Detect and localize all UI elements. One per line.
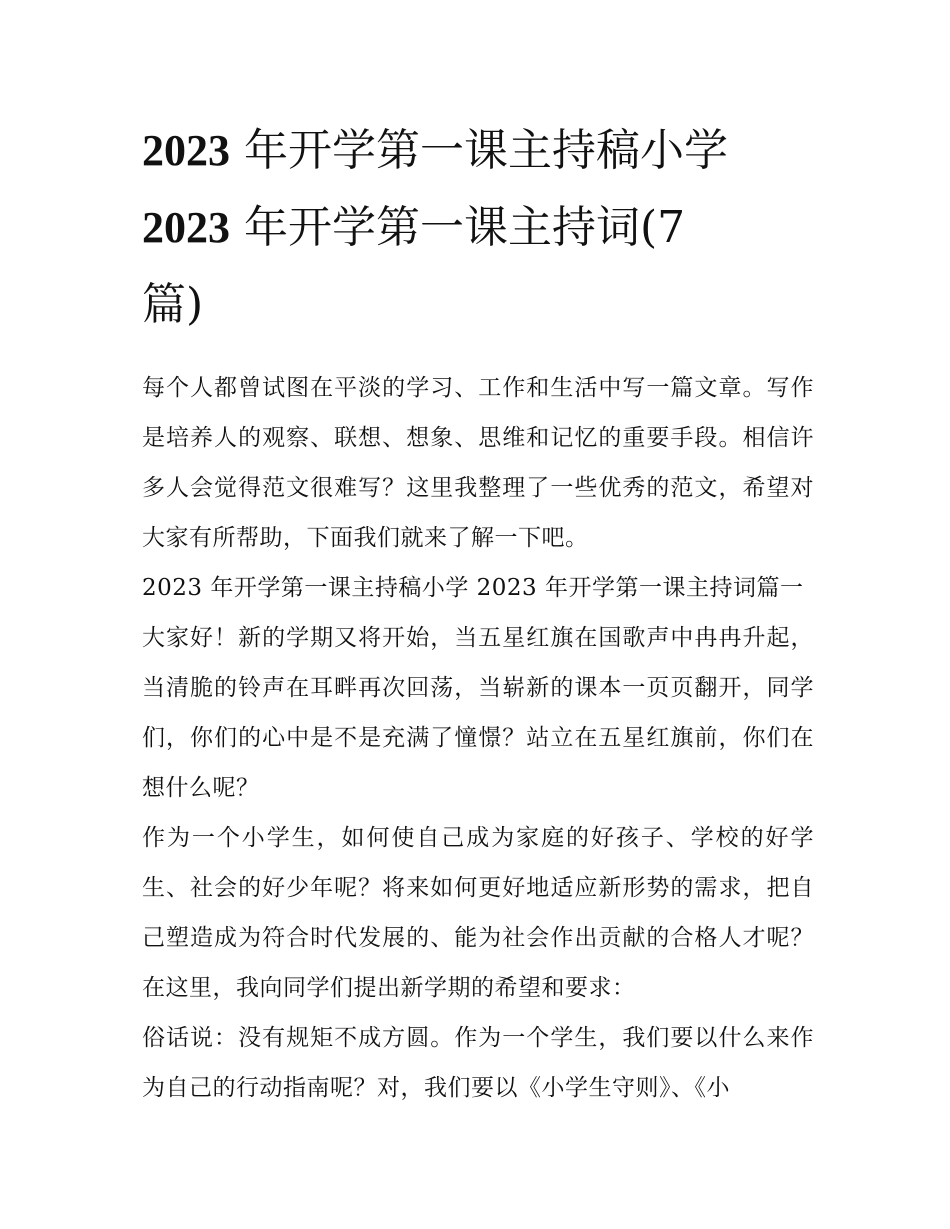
title-year: 2023 (142, 203, 230, 252)
paragraph: 作为一个小学生，如何使自己成为家庭的好孩子、学校的好学生、社会的好少年呢？将来如何更好地适应新形势的需求，把自己塑造成为符合时代发展的、能为社会作出贡献的合格人才呢？在这里，我向同学们提出新学期的希望和要求： (142, 825, 814, 1001)
title-line-2 (142, 189, 814, 266)
section-heading: 2023 年开学第一课主持稿小学 2023 年开学第一课主持词篇一 (142, 575, 804, 601)
document-content (142, 112, 814, 1113)
title-year: 2023 (142, 126, 230, 175)
paragraph-intro: 每个人都曾试图在平淡的学习、工作和生活中写一篇文章。写作是培养人的观察、联想、想象、思维和记忆的重要手段。相信许多人会觉得范文很难写？这里我整理了一些优秀的范文，希望对大家有所帮助，下面我们就来了解一下吧。 (142, 375, 814, 551)
document-title (142, 112, 814, 343)
title-text: 年开学第一课主持稿小学 (230, 125, 728, 176)
title-line-1 (142, 112, 814, 189)
title-line-3 (142, 266, 814, 343)
paragraph: 俗话说：没有规矩不成方圆。作为一个学生，我们要以什么来作为自己的行动指南呢？对，我们要以《小学生守则》、《小 (142, 1025, 814, 1101)
document-body (142, 363, 814, 1113)
title-text: 篇) (142, 279, 204, 330)
paragraph: 大家好！新的学期又将开始，当五星红旗在国歌声中冉冉升起，当清脆的铃声在耳畔再次回荡，当崭新的课本一页页翻开，同学们，你们的心中是不是充满了憧憬？站立在五星红旗前，你们在想什么呢？ (142, 625, 814, 801)
title-text: 年开学第一课主持词(7 (230, 202, 686, 253)
